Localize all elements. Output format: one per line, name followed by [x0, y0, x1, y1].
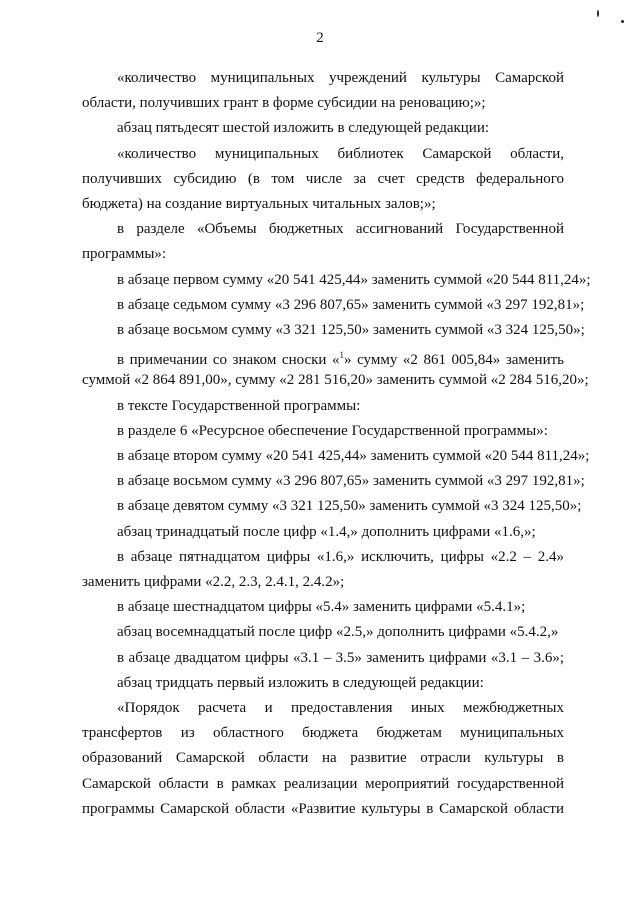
text-line: абзац пятьдесят шестой изложить в следующей редакции: — [117, 120, 490, 137]
text-line: в абзаце восьмом сумму «3 321 125,50» заменить суммой «3 324 125,50»; — [117, 322, 585, 338]
text-line: абзац тридцать первый изложить в следующей редакции: — [117, 674, 484, 691]
text-line: программы»: — [82, 246, 167, 263]
text-line: в тексте Государственной программы: — [117, 397, 361, 414]
scan-speck — [597, 10, 599, 17]
text-line: абзац восемнадцатый после цифр «2.5,» дополнить цифрами «5.4.2,» — [117, 624, 559, 641]
text-line: бюджета) на создание виртуальных читальных залов;»; — [82, 196, 436, 212]
text-segment: » сумму «2 861 005,84» заменить — [344, 352, 565, 369]
text-line: в абзаце первом сумму «20 541 425,44» заменить суммой «20 544 811,24»; — [117, 271, 591, 288]
text-line: получивших субсидию (в том числе за счет средств федерального — [82, 170, 564, 187]
text-line: «количество муниципальных учреждений культуры Самарской — [117, 70, 564, 86]
footnote-mark: 1 — [339, 350, 345, 361]
text-line: заменить цифрами «2.2, 2.3, 2.4.1, 2.4.2»; — [82, 574, 345, 590]
text-line: в разделе 6 «Ресурсное обеспечение Государственной программы»: — [117, 422, 548, 439]
text-line: «количество муниципальных библиотек Самарской области, — [117, 145, 564, 162]
text-line: в абзаце двадцатом цифры «3.1 – 3.5» заменить цифрами «3.1 – 3.6»; — [117, 649, 564, 666]
text-line: в абзаце втором сумму «20 541 425,44» заменить суммой «20 544 811,24»; — [117, 448, 590, 464]
text-line — [117, 346, 564, 369]
text-line: «Порядок расчета и предоставления иных межбюджетных — [117, 700, 564, 716]
text-line: образований Самарской области на развитие отрасли культуры в — [82, 750, 564, 767]
text-line: в абзаце восьмом сумму «3 296 807,65» заменить суммой «3 297 192,81»; — [117, 473, 585, 490]
text-line: трансфертов из областного бюджета бюджетам муниципальных — [82, 725, 564, 742]
text-line: в абзаце девятом сумму «3 321 125,50» заменить суммой «3 324 125,50»; — [117, 498, 582, 515]
page-number: 2 — [316, 30, 324, 46]
text-segment: в примечании со знаком сноски « — [117, 352, 340, 369]
text-line: абзац тринадцатый после цифр «1.4,» дополнить цифрами «1.6,»; — [117, 523, 536, 540]
text-line: программы Самарской области «Развитие культуры в Самарской области — [82, 800, 564, 817]
text-line: в абзаце седьмом сумму «3 296 807,65» заменить суммой «3 297 192,81»; — [117, 296, 585, 313]
text-line: в абзаце пятнадцатом цифры «1.6,» исключить, цифры «2.2 – 2.4» — [117, 548, 564, 565]
text-line: в разделе «Объемы бюджетных ассигнований Государственной — [117, 221, 564, 238]
text-line: в абзаце шестнадцатом цифры «5.4» заменить цифрами «5.4.1»; — [117, 599, 526, 616]
scan-speck — [621, 20, 624, 23]
text-line: области, получивших грант в форме субсидии на реновацию;»; — [82, 95, 486, 112]
text-line: суммой «2 864 891,00», сумму «2 281 516,20» заменить суммой «2 284 516,20»; — [82, 372, 589, 389]
text-line: Самарской области в рамках реализации мероприятий государственной — [82, 775, 564, 792]
